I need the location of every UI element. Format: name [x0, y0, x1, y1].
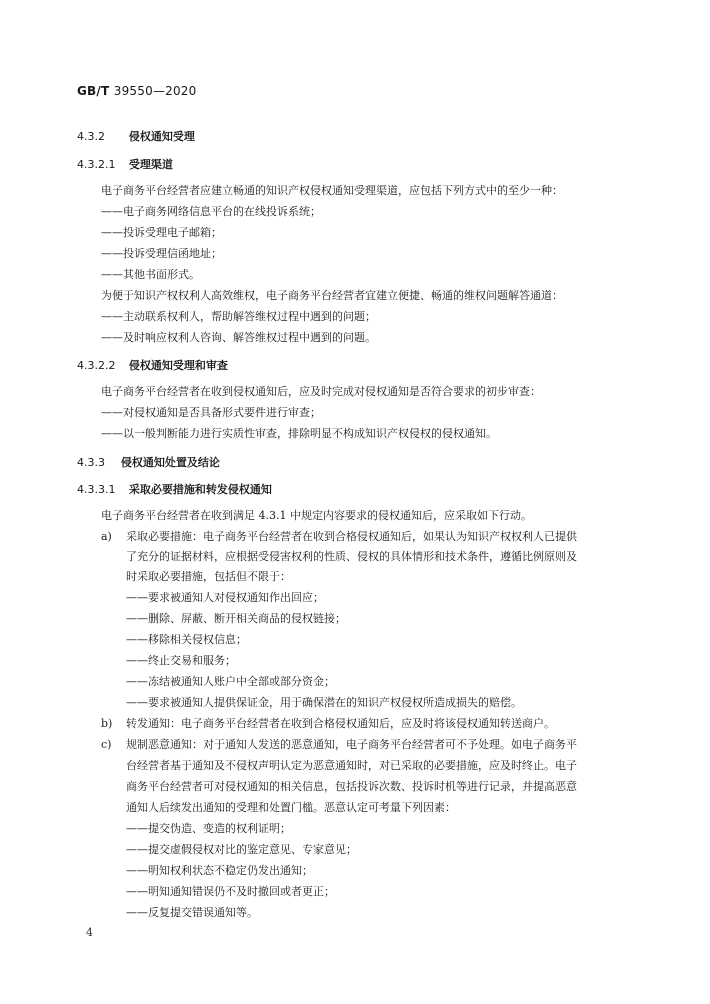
heading-title: 侵权通知受理	[128, 130, 195, 143]
list-item: ——对侵权通知是否具备形式要件进行审查；	[101, 406, 321, 419]
paragraph-line: 电子商务平台经营者应建立畅通的知识产权侵权通知受理渠道，应包括下列方式中的至少一种：	[101, 184, 563, 197]
paragraph-line: 转发通知：电子商务平台经营者在收到合格侵权通知后，应及时将该侵权通知转送商户。	[126, 717, 555, 730]
standard-number: 39550—2020	[113, 84, 197, 98]
list-item: ——移除相关侵权信息；	[126, 633, 247, 646]
standard-code: GB/T	[77, 84, 110, 98]
paragraph-line: 商务平台经营者可对侵权通知的相关信息，包括投诉次数、投诉时机等进行记录，并提高恶意	[126, 780, 577, 793]
list-item: ——反复提交错误通知等。	[126, 906, 258, 919]
list-item: ——终止交易和服务；	[126, 654, 236, 667]
list-item: ——要求被通知人对侵权通知作出回应；	[126, 591, 324, 604]
heading-number: 4.3.3	[77, 456, 105, 469]
list-item: ——删除、屏蔽、断开相关商品的侵权链接；	[126, 612, 346, 625]
paragraph-line: 为便于知识产权权利人高效维权，电子商务平台经营者宜建立便捷、畅通的维权问题解答通道：	[101, 289, 563, 302]
list-marker-a: a)	[101, 530, 112, 543]
heading-number: 4.3.2.2	[77, 359, 116, 372]
list-item: ——投诉受理电子邮箱；	[101, 226, 222, 239]
heading-4-3-2	[77, 128, 195, 144]
list-item: ——其他书面形式。	[101, 268, 200, 281]
heading-title: 采取必要措施和转发侵权通知	[128, 483, 272, 496]
paragraph-line: 时采取必要措施，包括但不限于：	[126, 570, 291, 583]
list-item: ——投诉受理信函地址；	[101, 247, 222, 260]
paragraph-line: 通知人后续发出通知的受理和处置门槛。恶意认定可考量下列因素：	[126, 801, 456, 814]
paragraph-line: 台经营者基于通知及不侵权声明认定为恶意通知时，对已采取的必要措施，应及时终止。电子	[126, 759, 577, 772]
list-item: ——主动联系权利人，帮助解答维权过程中遇到的问题；	[101, 310, 376, 323]
heading-4-3-2-2	[77, 357, 228, 373]
heading-4-3-2-1	[77, 156, 173, 172]
list-item: ——提交虚假侵权对比的鉴定意见、专家意见；	[126, 843, 357, 856]
standard-header	[77, 84, 196, 98]
list-item: ——冻结被通知人账户中全部或部分资金；	[126, 675, 335, 688]
list-item: ——要求被通知人提供保证金，用于确保潜在的知识产权侵权所造成损失的赔偿。	[126, 696, 522, 709]
heading-4-3-3	[77, 454, 220, 470]
list-item: ——明知权利状态不稳定仍发出通知；	[126, 864, 313, 877]
list-item: ——及时响应权利人咨询、解答维权过程中遇到的问题。	[101, 331, 376, 344]
heading-number: 4.3.2	[77, 130, 105, 143]
page-number: 4	[86, 926, 93, 939]
list-marker-b: b)	[101, 717, 113, 730]
list-item: ——明知通知错误仍不及时撤回或者更正；	[126, 885, 335, 898]
heading-4-3-3-1	[77, 481, 272, 497]
heading-title: 侵权通知处置及结论	[120, 456, 220, 469]
paragraph-line: 采取必要措施：电子商务平台经营者在收到合格侵权通知后，如果认为知识产权权利人已提供	[126, 530, 577, 543]
heading-title: 侵权通知受理和审查	[128, 359, 228, 372]
heading-number: 4.3.2.1	[77, 158, 116, 171]
list-marker-c: c)	[101, 738, 112, 751]
list-item: ——提交伪造、变造的权利证明；	[126, 822, 291, 835]
paragraph-line: 了充分的证据材料，应根据受侵害权利的性质、侵权的具体情形和技术条件，遵循比例原则及	[126, 550, 577, 563]
heading-title: 受理渠道	[128, 158, 173, 171]
paragraph-line: 电子商务平台经营者在收到满足 4.3.1 中规定内容要求的侵权通知后，应采取如下行动。	[101, 509, 532, 522]
paragraph-line: 规制恶意通知：对于通知人发送的恶意通知，电子商务平台经营者可不予处理。如电子商务平	[126, 738, 577, 751]
list-item: ——电子商务网络信息平台的在线投诉系统；	[101, 205, 321, 218]
paragraph-line: 电子商务平台经营者在收到侵权通知后，应及时完成对侵权通知是否符合要求的初步审查：	[101, 385, 541, 398]
heading-number: 4.3.3.1	[77, 483, 116, 496]
list-item: ——以一般判断能力进行实质性审查，排除明显不构成知识产权侵权的侵权通知。	[101, 427, 497, 440]
